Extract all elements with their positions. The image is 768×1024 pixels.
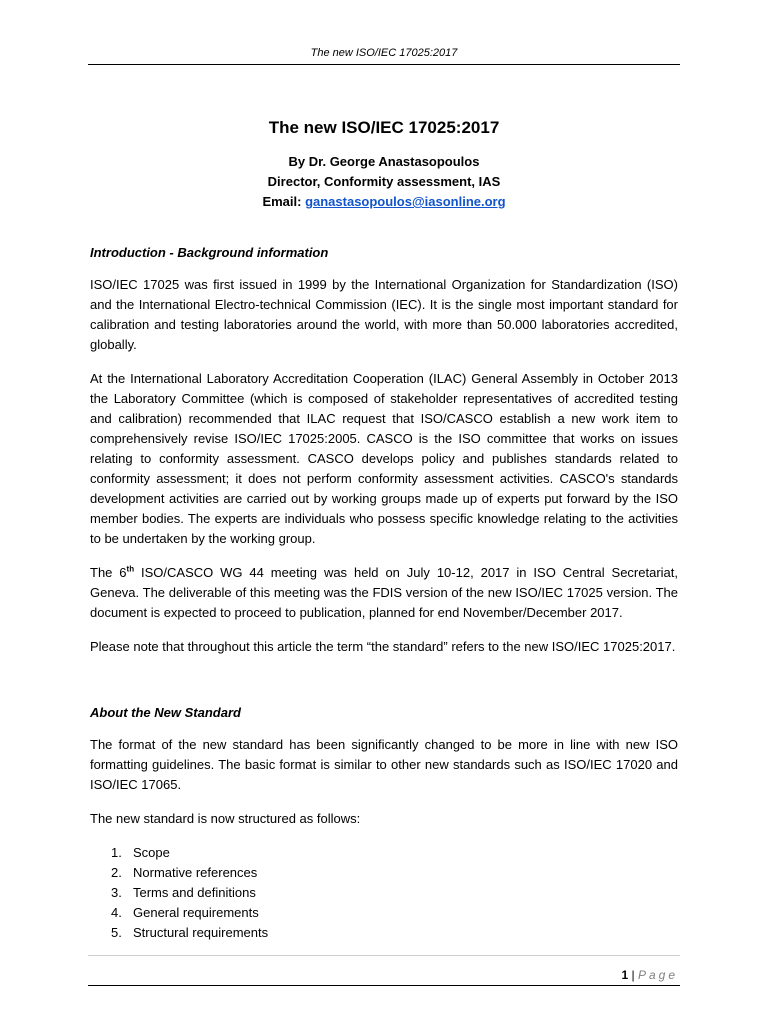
footer-bottom-rule <box>88 985 680 986</box>
intro-paragraph-2: At the International Laboratory Accreditation Cooperation (ILAC) General Assembly in October 2013 the Laboratory Committee (which is composed of stakeholder representatives of accredited testing and calibration) recommended that ILAC request that ISO/CASCO establish a new work item to comprehensively revise ISO/IEC 17025:2005. CASCO is the ISO committee that works on issues relating to conformity assessment. CASCO develops policy and publishes standards related to conformity assessment; it does not perform conformity assessment activities. CASCO's standards development activities are carried out by working groups made up of experts put forward by the ISO member bodies. The experts are individuals who possess specific knowledge relating to the activities to be undertaken by the working group. <box>90 371 678 546</box>
list-item <box>90 863 678 883</box>
list-item-label: Terms and definitions <box>133 885 256 900</box>
ordinal-suffix: th <box>126 564 135 574</box>
page-label: Page <box>637 968 678 982</box>
footer-rule <box>88 955 680 956</box>
list-item-number: 1. <box>111 845 122 860</box>
intro-paragraph-1: ISO/IEC 17025 was first issued in 1999 by the International Organization for Standardization (ISO) and the International Electro-technical Commission (IEC). It is the single most important standard for calibration and testing laboratories around the world, with more than 50.000 laboratories accredited, globally. <box>90 277 678 352</box>
byline <box>90 152 678 212</box>
structure-list <box>90 843 678 943</box>
email-link[interactable]: ganastasopoulos@iasonline.org <box>305 194 506 209</box>
intro-p3-rest: ISO/CASCO WG 44 meeting was held on July 10-12, 2017 in ISO Central Secretariat, Geneva. The deliverable of this meeting was the FDIS version of the new ISO/IEC 17025 version. The document is expected to proceed to publication, planned for end November/December 2017. <box>90 565 679 620</box>
page-number-separator: | <box>628 968 638 982</box>
author-email-line <box>90 192 678 212</box>
list-item <box>90 923 678 943</box>
author-name: By Dr. George Anastasopoulos <box>288 154 480 169</box>
list-item-number: 3. <box>111 885 122 900</box>
intro-heading: Introduction - Background information <box>90 245 329 260</box>
list-item-label: Structural requirements <box>133 925 269 940</box>
author-position: Director, Conformity assessment, IAS <box>267 174 501 189</box>
list-item-label: General requirements <box>133 905 259 920</box>
article-title: The new ISO/IEC 17025:2017 <box>268 118 500 137</box>
list-item <box>90 843 678 863</box>
list-item <box>90 883 678 903</box>
about-paragraph-1: The format of the new standard has been significantly changed to be more in line with new ISO formatting guidelines. The basic format is similar to other new standards such as ISO/IEC 17020 and ISO/IEC 17065. <box>90 737 678 792</box>
list-item-number: 4. <box>111 905 122 920</box>
header-rule <box>88 64 680 65</box>
running-header: The new ISO/IEC 17025:2017 <box>310 47 458 59</box>
email-label: Email: <box>262 194 306 209</box>
list-item-number: 2. <box>111 865 122 880</box>
page-number-value: 1 <box>621 968 629 982</box>
list-item-number: 5. <box>111 925 122 940</box>
article-body <box>90 116 678 943</box>
intro-p3-start: The 6 <box>90 565 127 580</box>
about-paragraph-2: The new standard is now structured as follows: <box>90 811 361 826</box>
intro-paragraph-4: Please note that throughout this article the term “the standard” refers to the new ISO/IEC 17025:2017. <box>90 639 676 654</box>
list-item <box>90 903 678 923</box>
about-heading: About the New Standard <box>90 705 241 720</box>
page-number <box>621 967 678 983</box>
list-item-label: Scope <box>133 845 170 860</box>
list-item-label: Normative references <box>133 865 258 880</box>
intro-paragraph-3 <box>90 563 678 623</box>
